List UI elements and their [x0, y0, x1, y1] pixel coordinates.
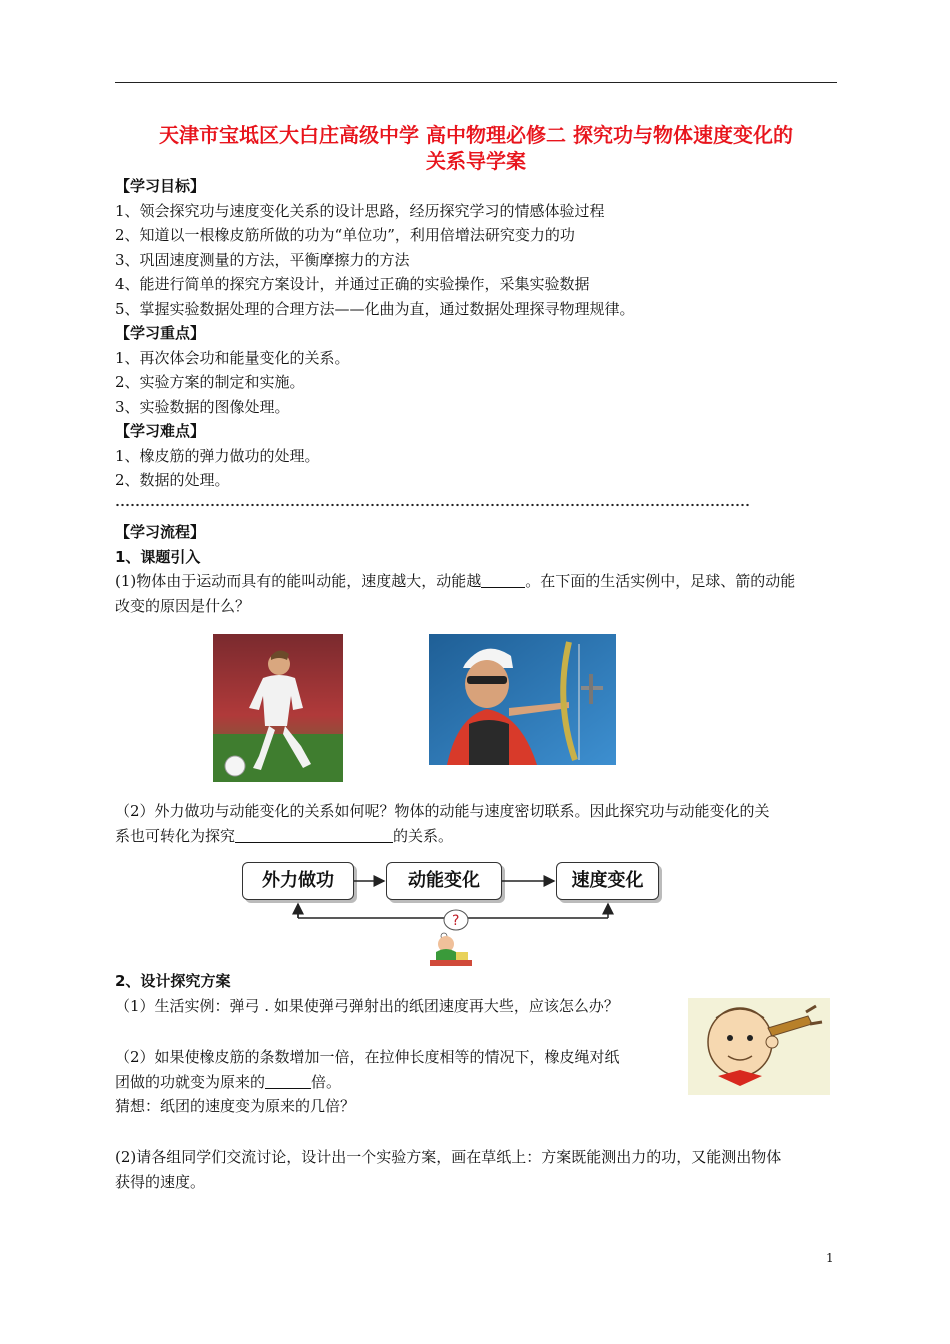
goal-item-1: 1、领会探究功与速度变化关系的设计思路，经历探究学习的情感体验过程	[115, 201, 605, 220]
section-2-question-2-line-1: （2）如果使橡皮筋的条数增加一倍，在拉伸长度相等的情况下，橡皮绳对纸	[115, 1048, 620, 1066]
question-2	[115, 799, 840, 848]
question-1-line-1	[115, 569, 840, 594]
flow-box-kinetic-energy: 动能变化	[386, 862, 502, 900]
section-2-question-1: （1）生活实例：弹弓 . 如果使弹弓弹射出的纸团速度再大些，应该怎么办？	[115, 996, 619, 1015]
section-1-title: 1、课题引入	[115, 547, 201, 566]
question-1-text-b: 。在下面的生活实例中，足球、箭的动能	[525, 572, 796, 590]
answer-blank-2[interactable]	[235, 826, 393, 843]
question-2-line-1: （2）外力做功与动能变化的关系如何呢？物体的动能与速度密切联系。因此探究功与动能变化的关	[115, 802, 770, 820]
key-point-1: 1、再次体会功和能量变化的关系。	[115, 348, 350, 367]
goal-item-4: 4、能进行简单的探究方案设计，并通过正确的实验操作，采集实验数据	[115, 275, 590, 293]
title-line-1: 天津市宝坻区大白庄高级中学 高中物理必修二 探究功与物体速度变化的	[159, 123, 793, 147]
question-2-line-2	[115, 824, 840, 849]
process-section-1	[115, 520, 840, 618]
slingshot-boy-icon	[688, 998, 830, 1095]
key-point-3: 3、实验数据的图像处理。	[115, 397, 290, 416]
key-points-header: 【学习重点】	[115, 324, 206, 342]
difficulty-2: 2、数据的处理。	[115, 471, 230, 489]
title-line-2: 关系导学案	[426, 149, 526, 173]
flow-box-work: 外力做功	[242, 862, 354, 900]
question-2-text-b: 的关系。	[393, 826, 454, 845]
flow-box-velocity: 速度变化	[556, 862, 659, 900]
objectives-section	[115, 174, 840, 493]
section-2-question-2-text-a: 团做的功就变为原来的	[115, 1072, 266, 1091]
football-player-photo	[213, 634, 343, 782]
question-1-text-a: (1)物体由于运动而具有的能叫动能，速度越大，动能越	[115, 572, 482, 590]
question-1-line-2: 改变的原因是什么？	[115, 596, 251, 615]
header-rule	[115, 82, 837, 83]
key-point-2: 2、实验方案的制定和实施。	[115, 373, 305, 391]
section-2-question-3-line-1: (2)请各组同学们交流讨论，设计出一个实验方案，画在草纸上：方案既能测出力的功，又能测出物体	[115, 1148, 782, 1166]
document-title	[110, 122, 842, 174]
process-header: 【学习流程】	[115, 523, 206, 541]
section-2-question-3-line-2: 获得的速度。	[115, 1172, 206, 1191]
dotted-separator	[115, 502, 751, 508]
section-2-question-2-text-b: 倍。	[311, 1072, 342, 1091]
guess-line: 猜想：纸团的速度变为原来的几倍？	[115, 1097, 356, 1115]
goals-header: 【学习目标】	[115, 177, 206, 195]
answer-blank-1[interactable]	[481, 571, 525, 588]
answer-blank-3[interactable]	[265, 1072, 311, 1089]
goal-item-3: 3、巩固速度测量的方法，平衡摩擦力的方法	[115, 250, 410, 269]
section-2-question-3	[115, 1145, 840, 1194]
archer-photo	[429, 634, 616, 765]
section-2-title: 2、设计探究方案	[115, 972, 231, 990]
goal-item-5: 5、掌握实验数据处理的合理方法——化曲为直，通过数据处理探寻物理规律。	[115, 299, 635, 318]
goal-item-2: 2、知道以一根橡皮筋所做的功为“单位功”，利用倍增法研究变力的功	[115, 226, 575, 244]
difficulty-1: 1、橡皮筋的弹力做功的处理。	[115, 446, 320, 465]
page-number: 1	[826, 1251, 834, 1265]
difficulties-header: 【学习难点】	[115, 422, 206, 440]
svg-text:?: ?	[452, 913, 460, 929]
thinking-student-icon	[426, 908, 476, 968]
question-2-text-a: 系也可转化为探究	[115, 826, 236, 845]
